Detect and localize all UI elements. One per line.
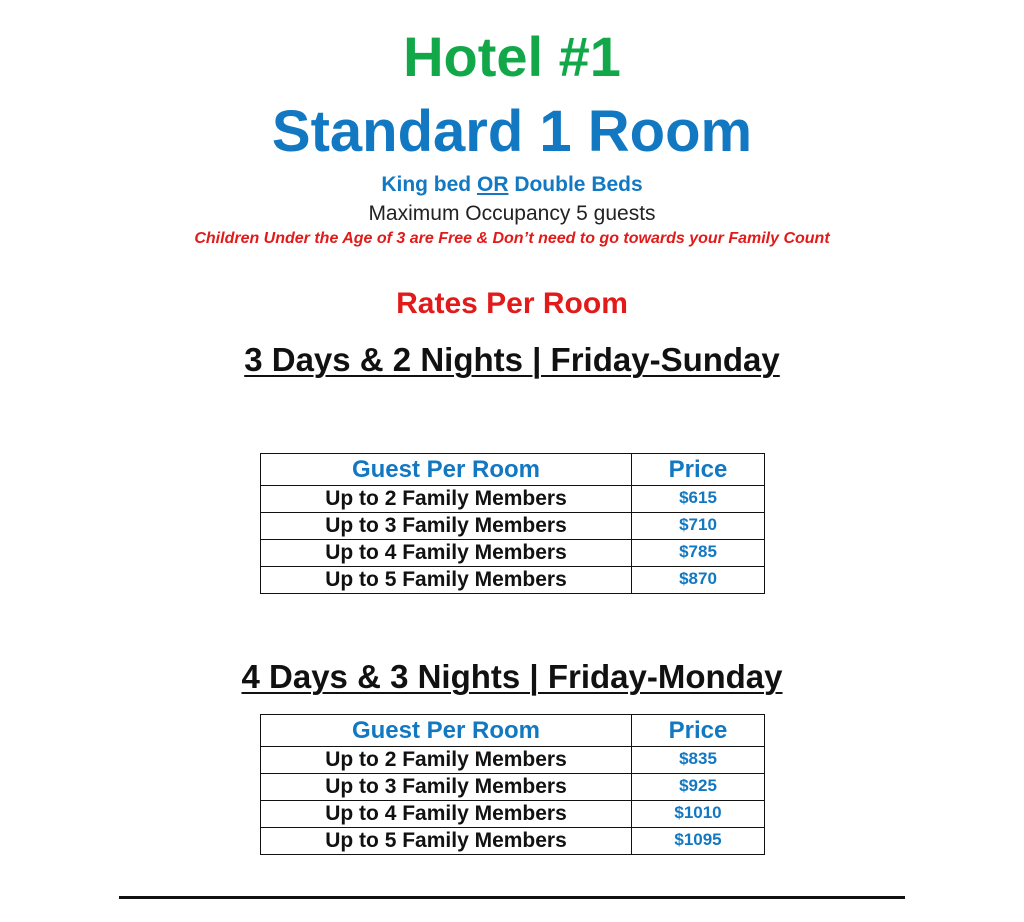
- children-note: Children Under the Age of 3 are Free & Don’t need to go towards your Family Count: [194, 230, 830, 247]
- table-header-row: [261, 454, 765, 486]
- hotel-title: Hotel #1: [403, 25, 621, 88]
- room-type-title: Standard 1 Room: [271, 99, 753, 164]
- max-occupancy: Maximum Occupancy 5 guests: [368, 202, 656, 225]
- guest-cell: Up to 2 Family Members: [261, 486, 632, 513]
- table-header-row: [261, 715, 765, 747]
- beds-pre: King bed: [381, 173, 477, 196]
- section-title-1: [0, 340, 1024, 380]
- rates-table-2: [260, 714, 765, 855]
- price-cell: $1010: [632, 801, 765, 828]
- table-row: [261, 774, 765, 801]
- beds-or: OR: [476, 173, 509, 196]
- guest-cell: Up to 4 Family Members: [261, 540, 632, 567]
- table-row: [261, 513, 765, 540]
- section-title-2: [0, 657, 1024, 697]
- bottom-divider: [119, 896, 905, 899]
- guest-cell: Up to 5 Family Members: [261, 828, 632, 855]
- guest-cell: Up to 3 Family Members: [261, 774, 632, 801]
- guest-cell: Up to 4 Family Members: [261, 801, 632, 828]
- guest-cell: Up to 3 Family Members: [261, 513, 632, 540]
- price-cell: $710: [632, 513, 765, 540]
- price-cell: $1095: [632, 828, 765, 855]
- price-cell: $925: [632, 774, 765, 801]
- col-price-header: Price: [632, 715, 765, 747]
- price-cell: $615: [632, 486, 765, 513]
- guest-cell: Up to 5 Family Members: [261, 567, 632, 594]
- table-row: [261, 828, 765, 855]
- col-price-header: Price: [632, 454, 765, 486]
- beds-post: Double Beds: [508, 173, 643, 196]
- rates-table-1: [260, 453, 765, 594]
- guest-cell: Up to 2 Family Members: [261, 747, 632, 774]
- section-title-2-text: 4 Days & 3 Nights | Friday-Monday: [241, 658, 783, 695]
- table-row: [261, 801, 765, 828]
- col-guest-header: Guest Per Room: [261, 454, 632, 486]
- table-row: [261, 747, 765, 774]
- table-row: [261, 567, 765, 594]
- col-guest-header: Guest Per Room: [261, 715, 632, 747]
- price-cell: $785: [632, 540, 765, 567]
- section-title-1-text: 3 Days & 2 Nights | Friday-Sunday: [244, 341, 780, 378]
- table-row: [261, 486, 765, 513]
- rates-title: Rates Per Room: [396, 287, 628, 320]
- table-row: [261, 540, 765, 567]
- price-cell: $835: [632, 747, 765, 774]
- bed-options: [0, 172, 1024, 198]
- price-cell: $870: [632, 567, 765, 594]
